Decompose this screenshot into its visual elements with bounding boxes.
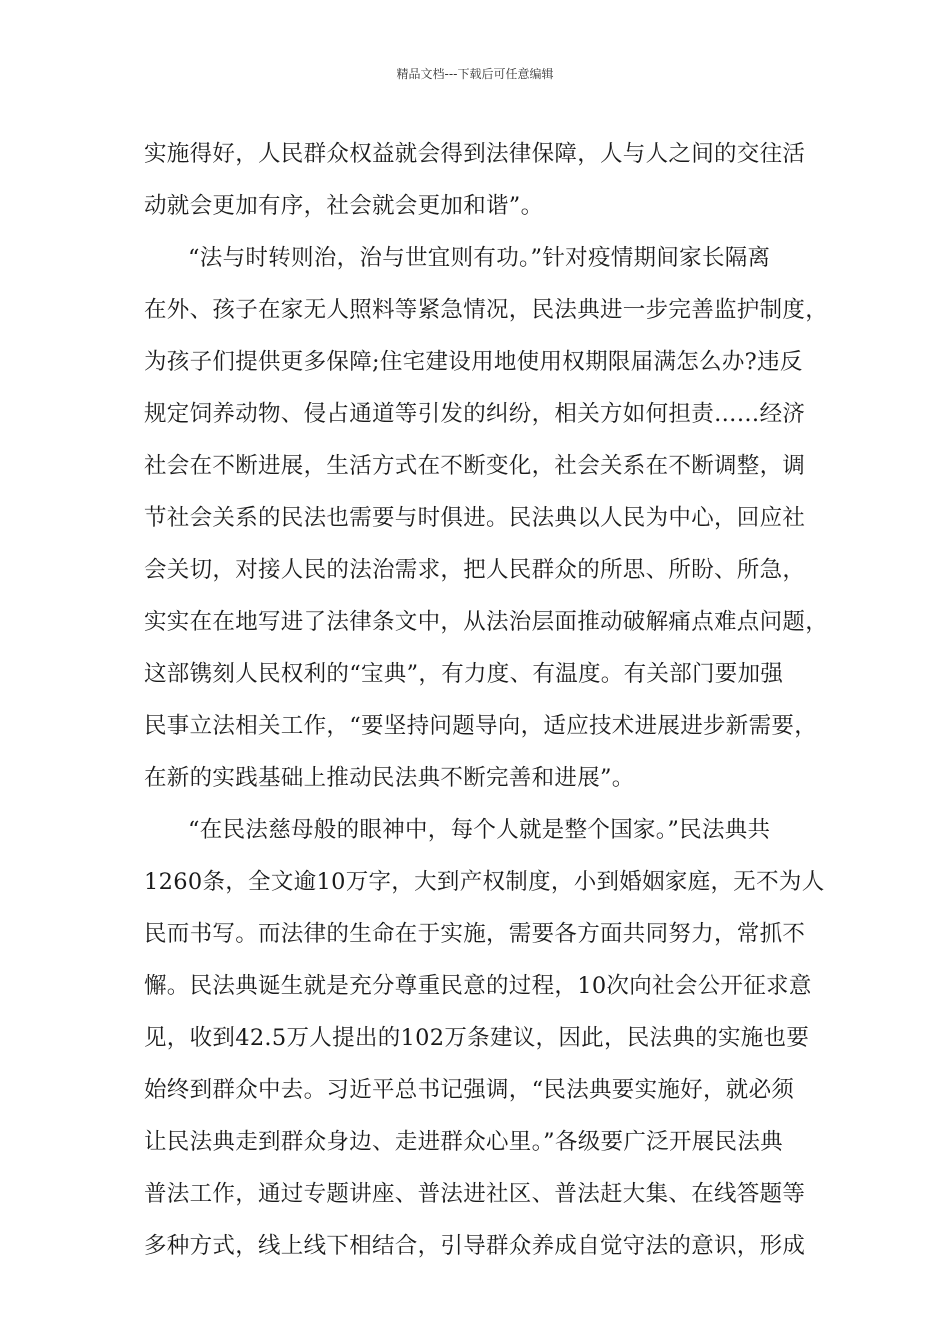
paragraph-first-line: “法与时转则治，治与世宜则有功。”针对疫情期间家长隔离 [188,245,771,271]
text-line: 这部镌刻人民权利的“宝典”，有力度、有温度。有关部门要加强 [144,661,784,687]
text-line: 民而书写。而法律的生命在于实施，需要各方面共同努力，常抓不 [144,921,806,947]
paragraph-first-line: “在民法慈母般的眼神中，每个人就是整个国家。”民法典共 [188,817,771,843]
text-line: 见，收到42.5万人提出的102万条建议，因此，民法典的实施也要 [144,1025,810,1051]
text-line: 让民法典走到群众身边、走进群众心里。”各级要广泛开展民法典 [144,1129,783,1155]
page-header: 精品文档---下载后可任意编辑 [396,67,554,81]
text-line: 节社会关系的民法也需要与时俱进。民法典以人民为中心，回应社 [144,505,806,531]
text-line: 民事立法相关工作，“要坚持问题导向，适应技术进展进步新需要， [144,713,818,739]
text-line: 社会在不断进展，生活方式在不断变化，社会关系在不断调整，调 [144,453,806,479]
text-line: 实施得好，人民群众权益就会得到法律保障，人与人之间的交往活 [144,141,806,167]
text-line: 始终到群众中去。习近平总书记强调，“民法典要实施好，就必须 [144,1077,795,1103]
text-line: 实实在在地写进了法律条文中，从法治层面推动破解痛点难点问题， [144,609,829,635]
text-line: 动就会更加有序，社会就会更加和谐”。 [144,193,544,219]
text-line: 规定饲养动物、侵占通道等引发的纠纷，相关方如何担责……经济 [144,401,806,427]
text-line: 多种方式，线上线下相结合，引导群众养成自觉守法的意识，形成 [144,1233,806,1259]
text-line: 在新的实践基础上推动民法典不断完善和进展”。 [144,765,635,791]
text-line: 1260条，全文逾10万字，大到产权制度，小到婚姻家庭，无不为人 [144,869,825,895]
text-line: 会关切，对接人民的法治需求，把人民群众的所思、所盼、所急， [144,557,806,583]
text-line: 为孩子们提供更多保障;住宅建设用地使用权期限届满怎么办?违反 [144,349,803,375]
text-line: 懈。民法典诞生就是充分尊重民意的过程，10次向社会公开征求意 [144,973,812,999]
text-line: 普法工作，通过专题讲座、普法进社区、普法赶大集、在线答题等 [144,1181,806,1207]
text-line: 在外、孩子在家无人照料等紧急情况，民法典进一步完善监护制度， [144,297,829,323]
